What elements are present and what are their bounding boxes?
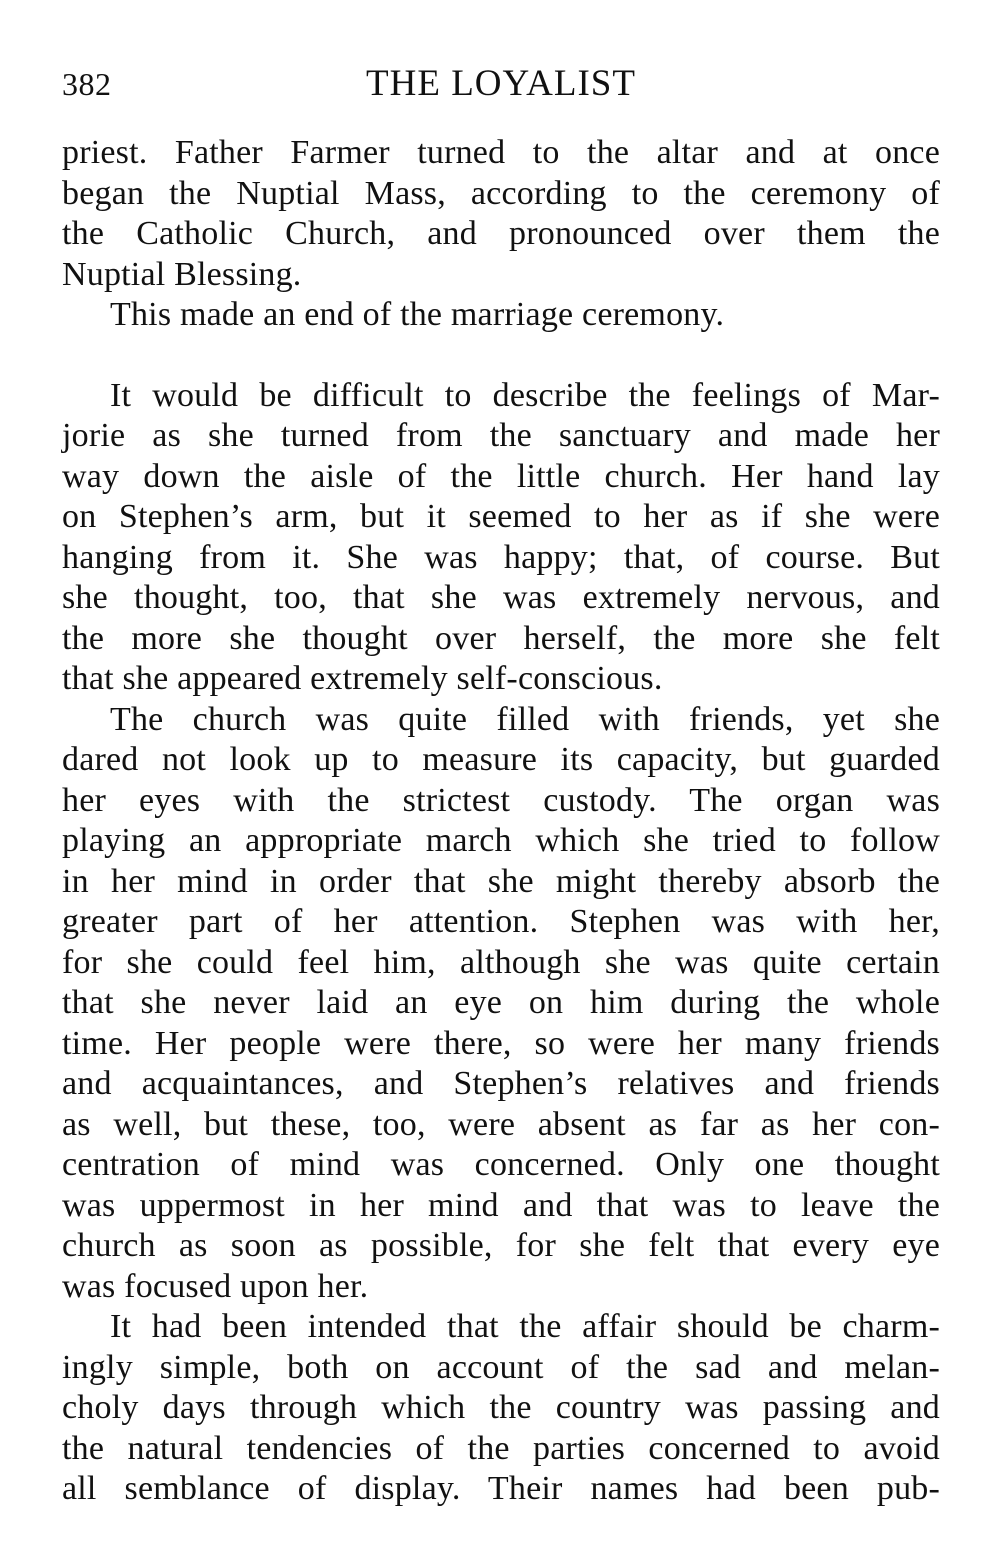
text-line: and acquaintances, and Stephen’s relatives and friends (62, 1065, 940, 1102)
text-line: priest. Father Farmer turned to the altar and at once (62, 134, 940, 171)
text-line: on Stephen’s arm, but it seemed to her as if she were (62, 498, 940, 535)
text-line: Nuptial Blessing. (62, 255, 302, 293)
text-line: ingly simple, both on account of the sad and melan- (62, 1348, 940, 1386)
text-line: This made an end of the marriage ceremony. (110, 296, 725, 333)
text-line: dared not look up to measure its capacity, but guarded (62, 741, 940, 778)
paragraph (62, 133, 940, 295)
text-line: church as soon as possible, for she felt that every eye (62, 1227, 940, 1264)
text-line: The church was quite filled with friends, yet she (110, 700, 940, 738)
text-line: as well, but these, too, were absent as far as her con- (62, 1105, 940, 1143)
text-line: she thought, too, that she was extremely nervous, and (62, 579, 940, 616)
text-line: the more she thought over herself, the more she felt (62, 619, 940, 657)
body-text (62, 133, 940, 1510)
text-line: for she could feel him, although she was quite certain (62, 943, 940, 981)
text-line: the Catholic Church, and pronounced over them the (62, 215, 940, 252)
section-break (62, 336, 940, 376)
text-line: her eyes with the strictest custody. The organ was (62, 781, 940, 819)
text-line: It had been intended that the affair should be charm- (110, 1308, 940, 1345)
book-title: THE LOYALIST (366, 63, 636, 104)
page-number: 382 (62, 66, 112, 102)
paragraph (62, 700, 940, 1308)
text-line: was focused upon her. (62, 1267, 369, 1305)
paragraph (62, 295, 940, 336)
text-line: It would be difficult to describe the feelings of Mar- (110, 376, 940, 414)
paragraph (62, 1307, 940, 1510)
text-line: greater part of her attention. Stephen was with her, (62, 903, 940, 940)
text-line: hanging from it. She was happy; that, of course. But (62, 538, 940, 576)
text-line: jorie as she turned from the sanctuary and made her (62, 417, 940, 454)
text-line: began the Nuptial Mass, according to the ceremony of (62, 174, 940, 212)
running-head (62, 62, 940, 112)
text-line: that she appeared extremely self-conscious. (62, 660, 663, 697)
text-line: playing an appropriate march which she tried to follow (62, 822, 940, 859)
text-line: in her mind in order that she might thereby absorb the (62, 862, 940, 900)
text-line: choly days through which the country was passing and (62, 1389, 940, 1426)
text-line: that she never laid an eye on him during the whole (62, 984, 940, 1021)
paragraph (62, 376, 940, 700)
text-line: was uppermost in her mind and that was to leave the (62, 1186, 940, 1224)
text-line: way down the aisle of the little church. Her hand lay (62, 457, 940, 495)
text-line: time. Her people were there, so were her many friends (62, 1024, 940, 1062)
text-line: centration of mind was concerned. Only one thought (62, 1146, 940, 1183)
text-line: the natural tendencies of the parties concerned to avoid (62, 1429, 940, 1467)
text-line: all semblance of display. Their names had been pub- (62, 1470, 940, 1507)
